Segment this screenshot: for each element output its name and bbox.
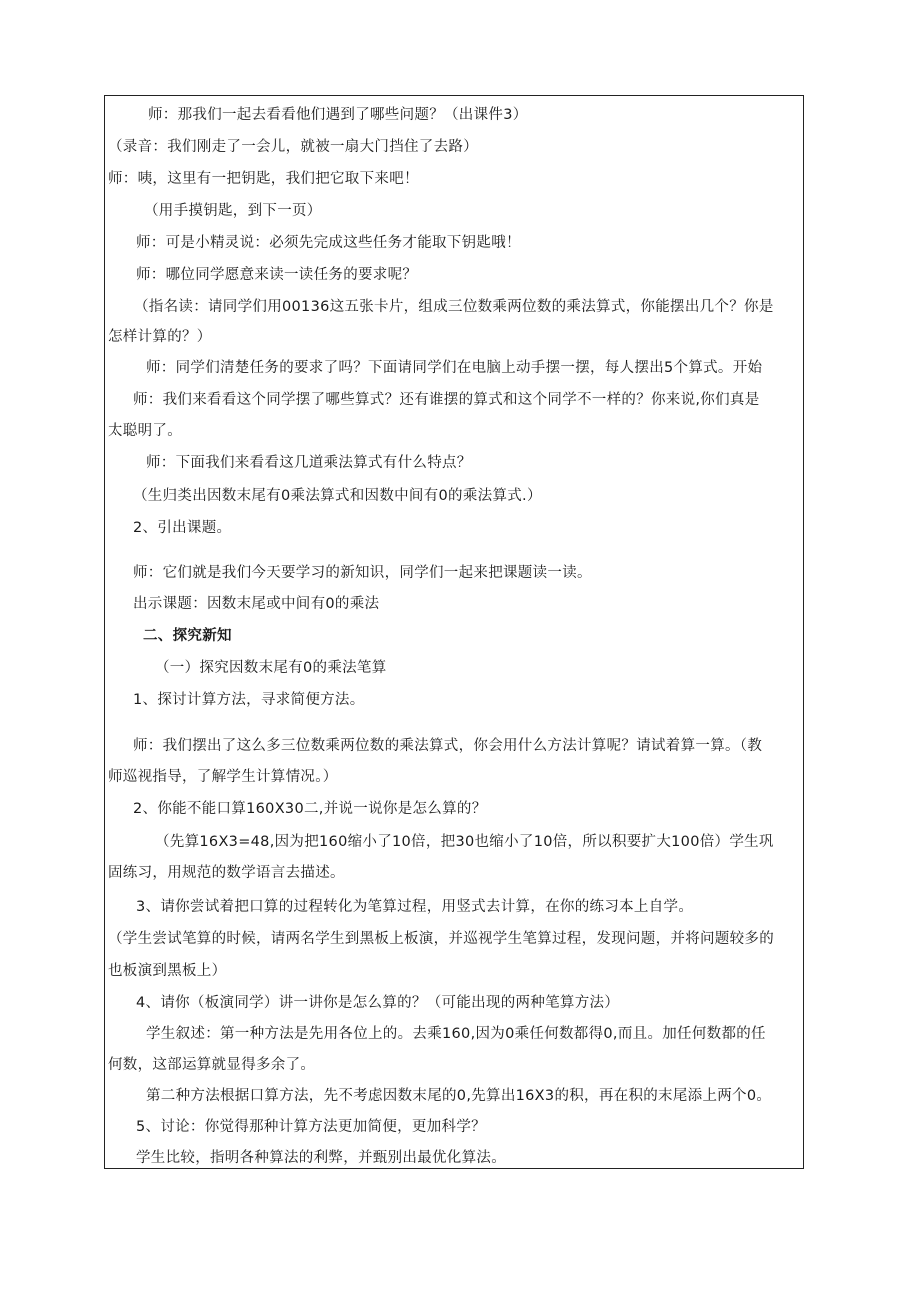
text-line-23: （先算16X3=48,因为把160缩小了10倍，把30也缩小了10倍，所以积要扩大100倍）学生巩 [155,834,774,850]
text-line-20: 师：我们摆出了这么多三位数乘两位数的乘法算式，你会用什么方法计算呢？请试着算一算。（教 [133,738,763,754]
text-line-6: 师：哪位同学愿意来读一读任务的要求呢？ [136,267,418,283]
text-line-14: 2、引出课题。 [133,520,232,536]
text-line-10: 师：我们来看看这个同学摆了哪些算式？还有谁摆的算式和这个同学不一样的？你来说,你们真是 [133,392,760,408]
text-line-8: 怎样计算的？） [108,329,212,345]
text-line-26: （学生尝试笔算的时候，请两名学生到黑板上板演，并巡视学生笔算过程，发现问题，并将问题较多的 [108,931,774,947]
text-line-13: （生归类出因数末尾有0乘法算式和因数中间有0的乘法算式.） [133,488,542,504]
text-line-21: 师巡视指导，了解学生计算情况。） [108,769,338,785]
text-line-18: （一）探究因数末尾有0的乘法笔算 [155,660,387,676]
text-line-4: （用手摸钥匙，到下一页） [144,203,322,219]
text-line-9: 师：同学们清楚任务的要求了吗？下面请同学们在电脑上动手摆一摆，每人摆出5个算式。开始 [146,360,763,376]
text-line-12: 师：下面我们来看看这几道乘法算式有什么特点？ [146,455,472,471]
text-line-24: 固练习，用规范的数学语言去描述。 [108,865,345,881]
text-line-5: 师：可是小精灵说：必须先完成这些任务才能取下钥匙哦！ [136,235,521,251]
text-line-22: 2、你能不能口算160X30二,并说一说你是怎么算的？ [133,801,487,817]
text-line-19: 1、探讨计算方法，寻求简便方法。 [133,692,365,708]
text-line-15: 师：它们就是我们今天要学习的新知识，同学们一起来把课题读一读。 [133,565,592,581]
text-line-32: 5、讨论：你觉得那种计算方法更加简便，更加科学？ [136,1119,486,1135]
text-line-30: 何数，这部运算就显得多余了。 [108,1057,316,1073]
section-heading: 二、探究新知 [143,628,232,644]
text-line-7: （指名读：请同学们用00136这五张卡片，组成三位数乘两位数的乘法算式，你能摆出几个？你是 [134,299,774,315]
text-line-25: 3、请你尝试着把口算的过程转化为笔算过程，用竖式去计算，在你的练习本上自学。 [136,899,694,915]
text-line-11: 太聪明了。 [108,423,182,439]
text-line-27: 也板演到黑板上） [108,963,227,979]
text-line-1: 师：那我们一起去看看他们遇到了哪些问题？（出课件3） [148,107,528,123]
text-line-29: 学生叙述：第一种方法是先用各位上的。去乘160,因为0乘任何数都得0,而且。加任何数都的任 [146,1026,766,1042]
text-line-3: 师：咦，这里有一把钥匙，我们把它取下来吧！ [108,171,419,187]
text-line-2: （录音：我们刚走了一会儿，就被一扇大门挡住了去路） [108,139,478,155]
text-line-16: 出示课题：因数末尾或中间有0的乘法 [133,596,380,612]
text-line-28: 4、请你（板演同学）讲一讲你是怎么算的？（可能出现的两种笔算方法） [136,995,620,1011]
text-line-33: 学生比较，指明各种算法的利弊，并甄别出最优化算法。 [136,1150,506,1166]
text-line-31: 第二种方法根据口算方法，先不考虑因数末尾的0,先算出16X3的积，再在积的末尾添上两个0。 [146,1088,772,1104]
